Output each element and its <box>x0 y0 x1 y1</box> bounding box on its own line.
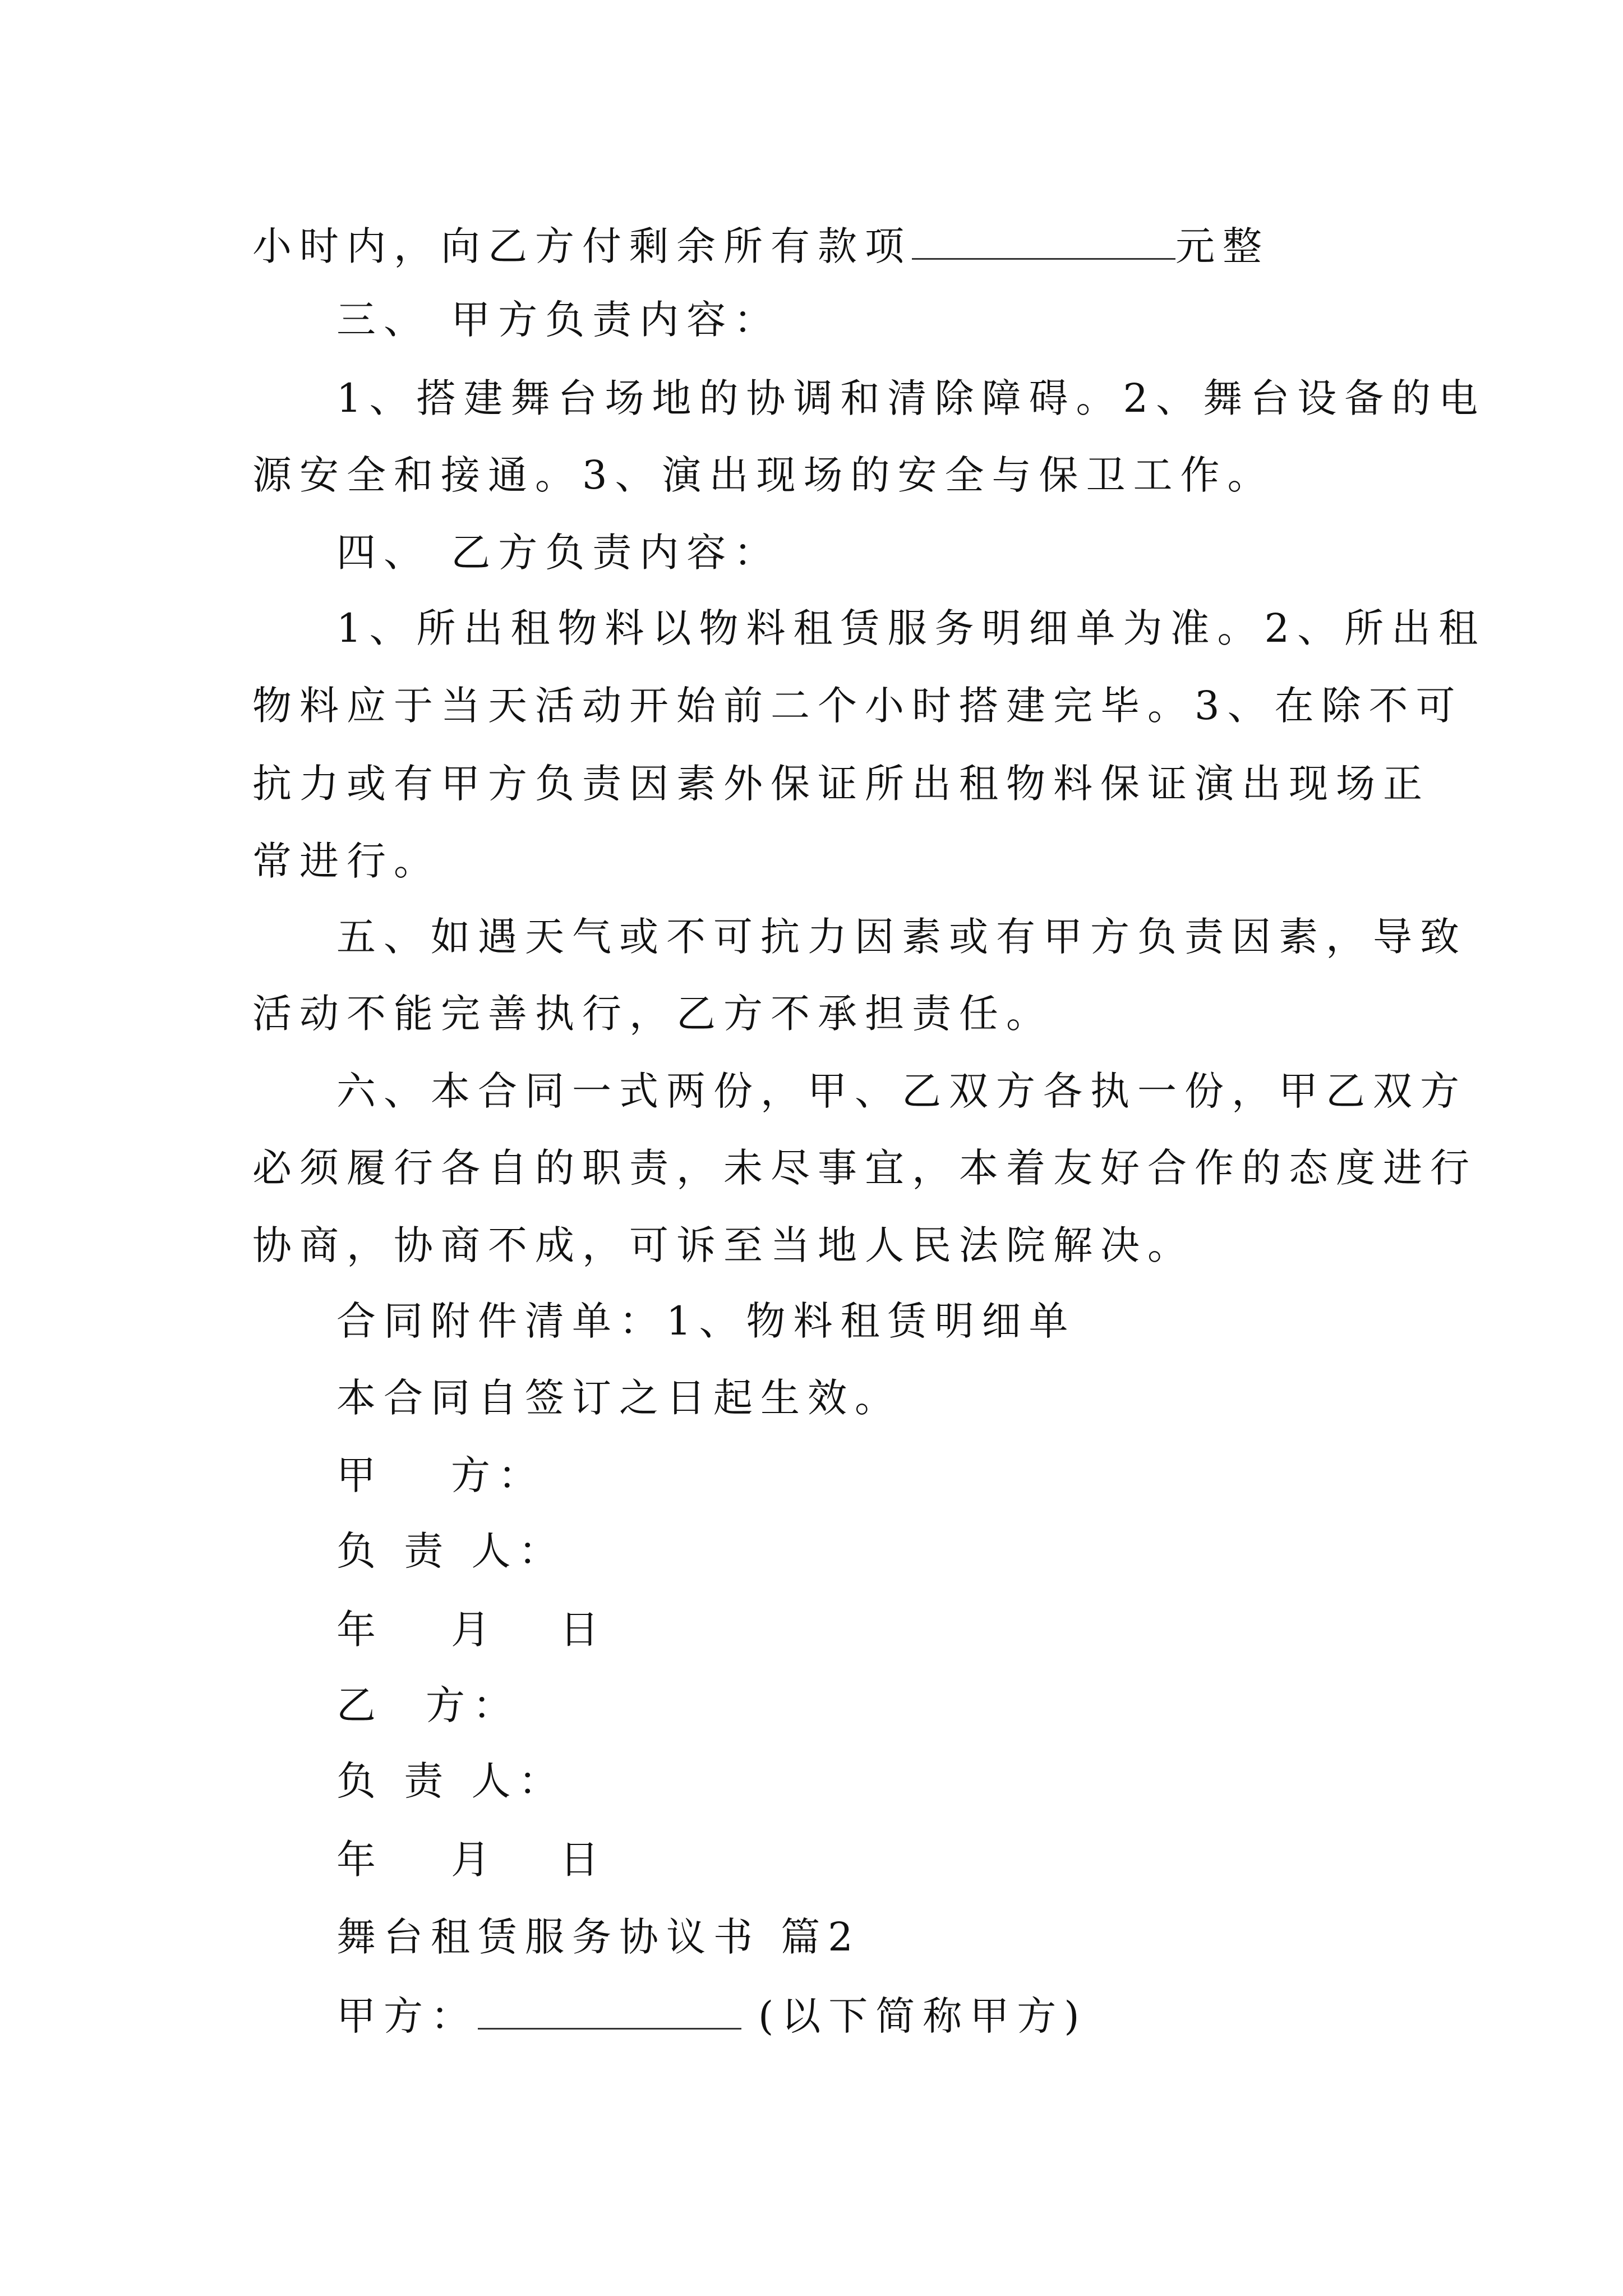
next-party-a-line <box>336 1989 1087 2041</box>
attachments-line: 合同附件清单：1、物料租赁明细单 <box>336 1298 1076 1344</box>
party-b-date-day: 日 <box>560 1837 607 1883</box>
section4-body-line-1: 1、所出租物料以物料租赁服务明细单为准。2、所出租 <box>336 605 1486 651</box>
section3-heading: 三、 甲方负责内容： <box>336 297 781 343</box>
effective-line: 本合同自签订之日起生效。 <box>336 1375 902 1421</box>
section5-body-line-2: 活动不能完善执行，乙方不承担责任。 <box>252 991 1053 1037</box>
party-b-date-year: 年 <box>336 1837 384 1883</box>
party-b-date <box>336 1834 607 1885</box>
section5-body-line-1: 五、如遇天气或不可抗力因素或有甲方负责因素，导致 <box>336 914 1467 960</box>
next-party-a-label: 甲方： <box>336 1993 478 2039</box>
next-party-a-blank <box>478 1989 741 2030</box>
party-b-label-2: 方： <box>426 1682 520 1728</box>
section4-body-line-2: 物料应于当天活动开始前二个小时搭建完毕。3、在除不可 <box>252 683 1463 729</box>
payment-line <box>252 219 1270 272</box>
party-a-responsible: 负 责 人： <box>336 1528 566 1574</box>
payment-unit: 元整 <box>1175 223 1270 269</box>
next-section-title: 舞台租赁服务协议书 篇2 <box>336 1914 861 1960</box>
party-b-date-month: 月 <box>451 1837 498 1883</box>
next-party-a-suffix: (以下简称甲方) <box>758 1993 1087 2039</box>
section4-heading: 四、 乙方负责内容： <box>336 530 781 576</box>
section6-body-line-2: 必须履行各自的职责，未尽事宜，本着友好合作的态度进行 <box>252 1145 1477 1191</box>
party-b-responsible: 负 责 人： <box>336 1758 566 1804</box>
party-a-date-month: 月 <box>451 1607 498 1653</box>
section3-body-line-1: 1、搭建舞台场地的协调和清除障碍。2、舞台设备的电 <box>336 375 1486 421</box>
party-b-line <box>336 1680 520 1731</box>
amount-blank <box>912 219 1175 260</box>
party-a-label-1: 甲 <box>336 1452 384 1498</box>
section4-body-line-3: 抗力或有甲方负责因素外保证所出租物料保证演出现场正 <box>252 761 1430 807</box>
section6-body-line-1: 六、本合同一式两份，甲、乙双方各执一份，甲乙双方 <box>336 1068 1467 1114</box>
section4-body-line-4: 常进行。 <box>252 838 441 884</box>
party-a-label-2: 方： <box>451 1452 545 1498</box>
party-b-label-1: 乙 <box>336 1682 384 1728</box>
party-a-date-year: 年 <box>336 1607 384 1653</box>
party-a-date <box>336 1604 607 1655</box>
section3-body-line-2: 源安全和接通。3、演出现场的安全与保卫工作。 <box>252 452 1275 498</box>
payment-text: 小时内，向乙方付剩余所有款项 <box>252 223 912 269</box>
party-a-line <box>336 1450 545 1501</box>
section6-body-line-3: 协商，协商不成，可诉至当地人民法院解决。 <box>252 1222 1195 1268</box>
party-a-date-day: 日 <box>560 1607 607 1653</box>
